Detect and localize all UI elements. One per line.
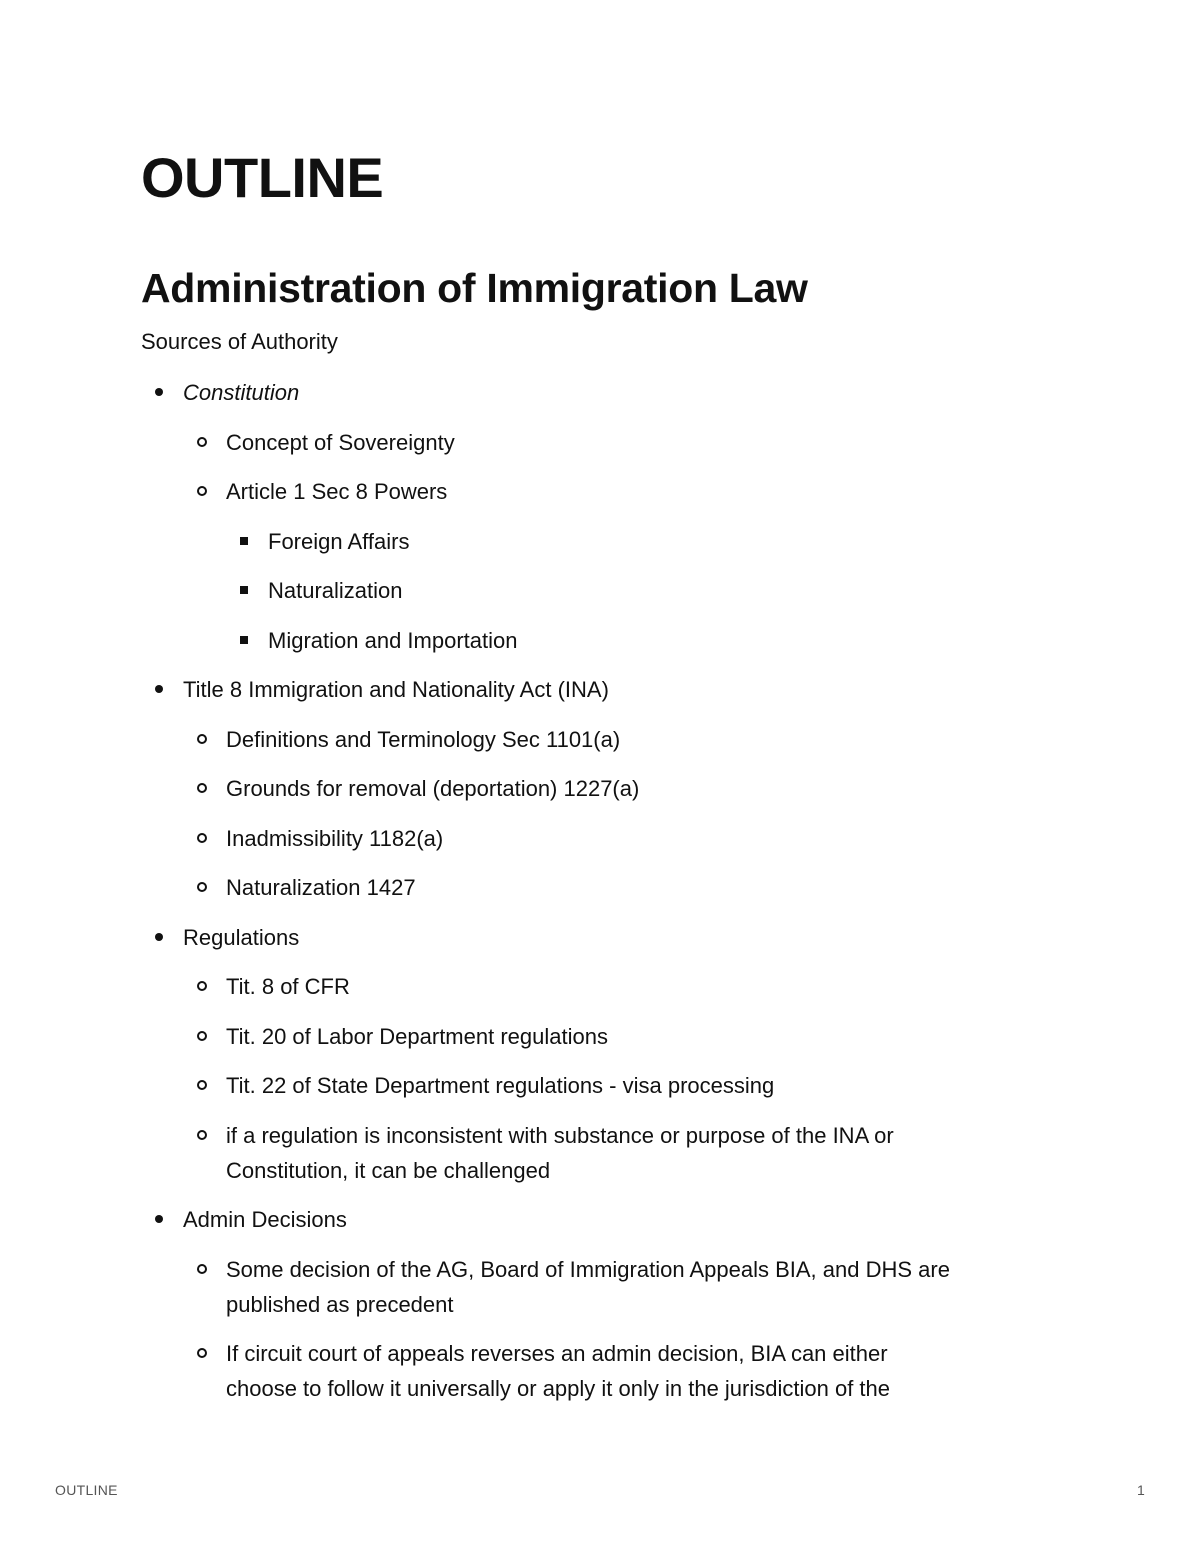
- outline-item-text: Tit. 8 of CFR: [226, 974, 350, 999]
- circle-bullet-icon: [197, 1264, 207, 1274]
- circle-bullet-icon: [197, 1130, 207, 1140]
- circle-bullet-icon: [197, 783, 207, 793]
- intro-paragraph: Sources of Authority: [141, 329, 338, 354]
- outline-item-text: Regulations: [183, 924, 300, 950]
- outline-item-text: Admin Decisions: [183, 1207, 347, 1232]
- footer-label: OUTLINE: [55, 1482, 118, 1498]
- outline-item-text: Definitions and Terminology Sec 1101(a): [226, 726, 621, 752]
- outline-item-text: Naturalization 1427: [226, 875, 416, 900]
- square-bullet-icon: [240, 586, 248, 594]
- outline-item-text: Tit. 20 of Labor Department regulations: [226, 1023, 608, 1049]
- circle-bullet-icon: [197, 882, 207, 892]
- circle-bullet-icon: [197, 1348, 207, 1358]
- document-title: OUTLINE: [141, 146, 384, 209]
- outline-item-text: Tit. 22 of State Department regulations - visa processing: [226, 1073, 775, 1098]
- circle-bullet-icon: [197, 734, 207, 744]
- circle-bullet-icon: [197, 1080, 207, 1090]
- disc-bullet-icon: [155, 1215, 163, 1223]
- disc-bullet-icon: [155, 685, 163, 693]
- outline-item-text: Some decision of the AG, Board of Immigration Appeals BIA, and DHS are: [226, 1256, 950, 1282]
- outline-item-text: published as precedent: [226, 1291, 454, 1317]
- outline-item-text: Article 1 Sec 8 Powers: [226, 479, 448, 504]
- outline-item-text: Title 8 Immigration and Nationality Act (INA): [183, 677, 609, 702]
- disc-bullet-icon: [155, 933, 163, 941]
- section-heading: Administration of Immigration Law: [141, 265, 808, 311]
- square-bullet-icon: [240, 636, 248, 644]
- outline-item-text: Concept of Sovereignty: [226, 429, 455, 455]
- circle-bullet-icon: [197, 486, 207, 496]
- outline-item-text: Inadmissibility 1182(a): [226, 825, 444, 851]
- circle-bullet-icon: [197, 981, 207, 991]
- page-number: 1: [1137, 1482, 1145, 1498]
- circle-bullet-icon: [197, 1031, 207, 1041]
- disc-bullet-icon: [155, 388, 163, 396]
- circle-bullet-icon: [197, 833, 207, 843]
- outline-item-text: choose to follow it universally or apply it only in the jurisdiction of the: [226, 1376, 891, 1401]
- outline-item-text: Grounds for removal (deportation) 1227(a): [226, 776, 640, 801]
- outline-item-text: Naturalization: [268, 578, 403, 603]
- outline-item-text: Foreign Affairs: [268, 528, 410, 554]
- outline-item-text: If circuit court of appeals reverses an admin decision, BIA can either: [226, 1341, 888, 1366]
- outline-item-text: Migration and Importation: [268, 627, 518, 653]
- square-bullet-icon: [240, 537, 248, 545]
- circle-bullet-icon: [197, 437, 207, 447]
- outline-item-text: Constitution: [183, 380, 300, 405]
- outline-item-text: if a regulation is inconsistent with substance or purpose of the INA or: [226, 1122, 894, 1148]
- outline-item-text: Constitution, it can be challenged: [226, 1157, 551, 1183]
